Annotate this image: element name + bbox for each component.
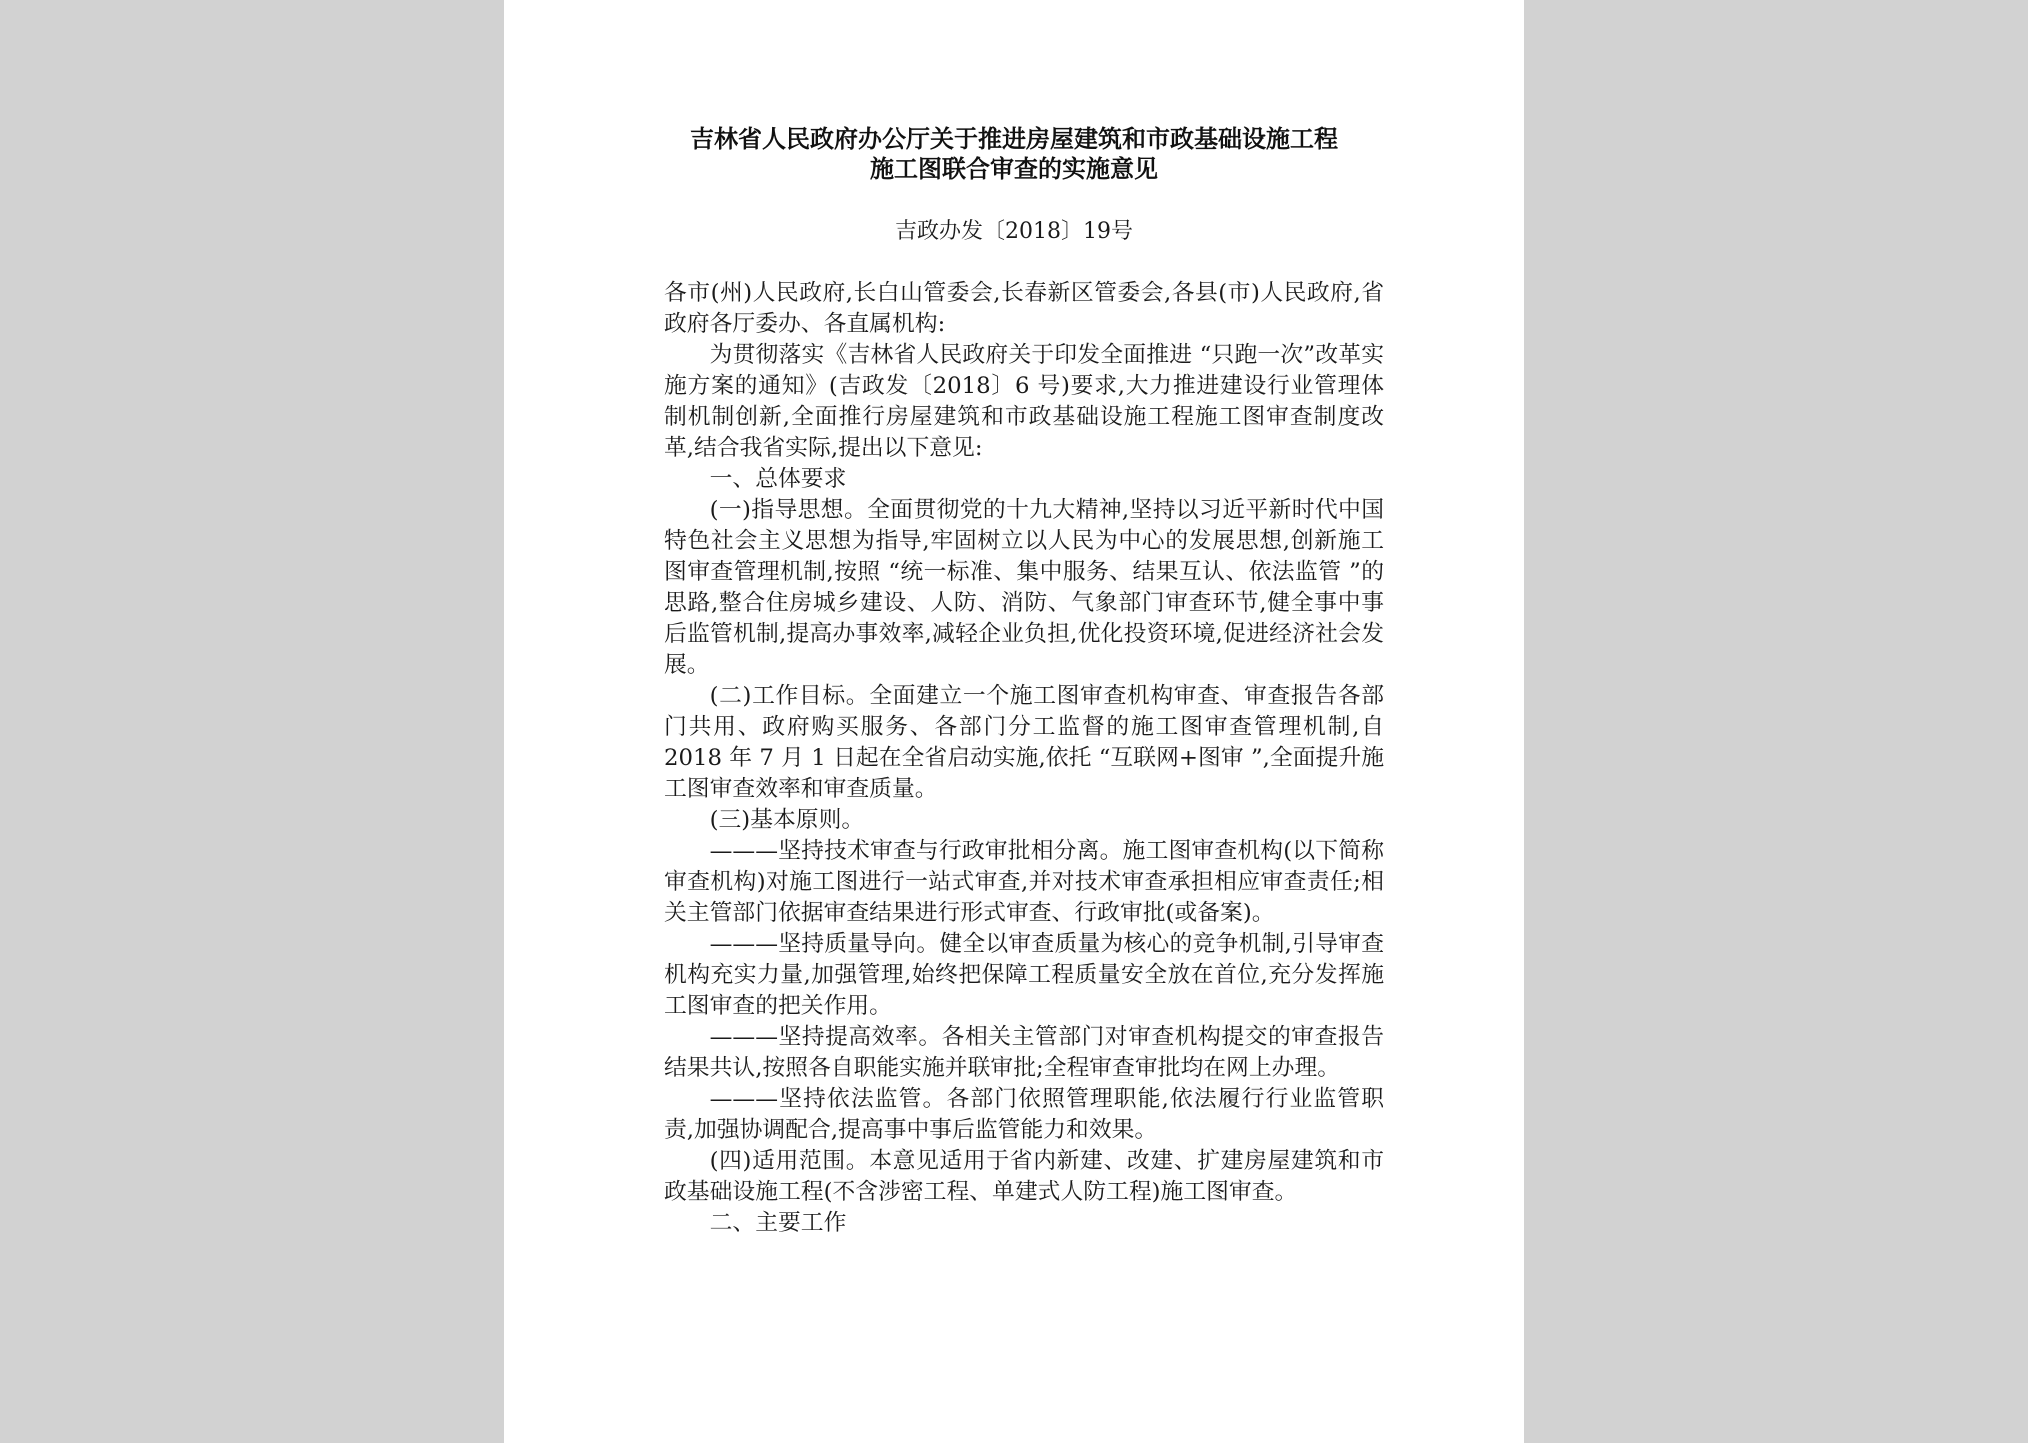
principle-efficiency: ———坚持提高效率。各相关主管部门对审查机构提交的审查报告结果共认,按照各自职能实施并联审批;全程审查审批均在网上办理。 xyxy=(664,1024,1384,1081)
paragraph-work-goals: (二)工作目标。全面建立一个施工图审查机构审查、审查报告各部门共用、政府购买服务、各部门分工监督的施工图审查管理机制,自 2018 年 7 月 1 日起在全省启动实施,依托 “互联网+图审 ”,全面提升施工图审查效率和审查质量。 xyxy=(664,683,1384,802)
principle-quality: ———坚持质量导向。健全以审查质量为核心的竞争机制,引导审查机构充实力量,加强管理,始终把保障工程质量安全放在首位,充分发挥施工图审查的把关作用。 xyxy=(664,931,1384,1019)
addressee-paragraph: 各市(州)人民政府,长白山管委会,长春新区管委会,各县(市)人民政府,省政府各厅委办、各直属机构: xyxy=(664,280,1384,337)
paragraph-basic-principles-heading: (三)基本原则。 xyxy=(709,807,865,833)
document-title-line-1: 吉林省人民政府办公厅关于推进房屋建筑和市政基础设施工程 xyxy=(690,124,1338,153)
section-heading-main-tasks: 二、主要工作 xyxy=(709,1210,847,1236)
principle-separation: ———坚持技术审查与行政审批相分离。施工图审查机构(以下简称审查机构)对施工图进行一站式审查,并对技术审查承担相应审查责任;相关主管部门依据审查结果进行形式审查、行政审批(或备案)。 xyxy=(664,838,1384,926)
paragraph-guiding-ideology: (一)指导思想。全面贯彻党的十九大精神,坚持以习近平新时代中国特色社会主义思想为指导,牢固树立以人民为中心的发展思想,创新施工图审查管理机制,按照 “统一标准、集中服务、结果互认、依法监管 ”的思路,整合住房城乡建设、人防、消防、气象部门审查环节,健全事中事后监管机制,提高办事效率,减轻企业负担,优化投资环境,促进经济社会发展。 xyxy=(664,497,1384,678)
document-title-line-2: 施工图联合审查的实施意见 xyxy=(870,154,1158,183)
document-page xyxy=(504,0,1524,1443)
document-number: 吉政办发〔2018〕19号 xyxy=(895,219,1133,244)
document-body xyxy=(664,278,1384,1239)
paragraph-scope: (四)适用范围。本意见适用于省内新建、改建、扩建房屋建筑和市政基础设施工程(不含涉密工程、单建式人防工程)施工图审查。 xyxy=(664,1148,1384,1205)
principle-lawful-supervision: ———坚持依法监管。各部门依照管理职能,依法履行行业监管职责,加强协调配合,提高事中事后监管能力和效果。 xyxy=(664,1086,1384,1143)
section-heading-general-requirements: 一、总体要求 xyxy=(709,466,847,492)
preamble-paragraph: 为贯彻落实《吉林省人民政府关于印发全面推进 “只跑一次”改革实施方案的通知》(吉政发〔2018〕6 号)要求,大力推进建设行业管理体制机制创新,全面推行房屋建筑和市政基础设施工程施工图审查制度改革,结合我省实际,提出以下意见: xyxy=(664,342,1384,461)
